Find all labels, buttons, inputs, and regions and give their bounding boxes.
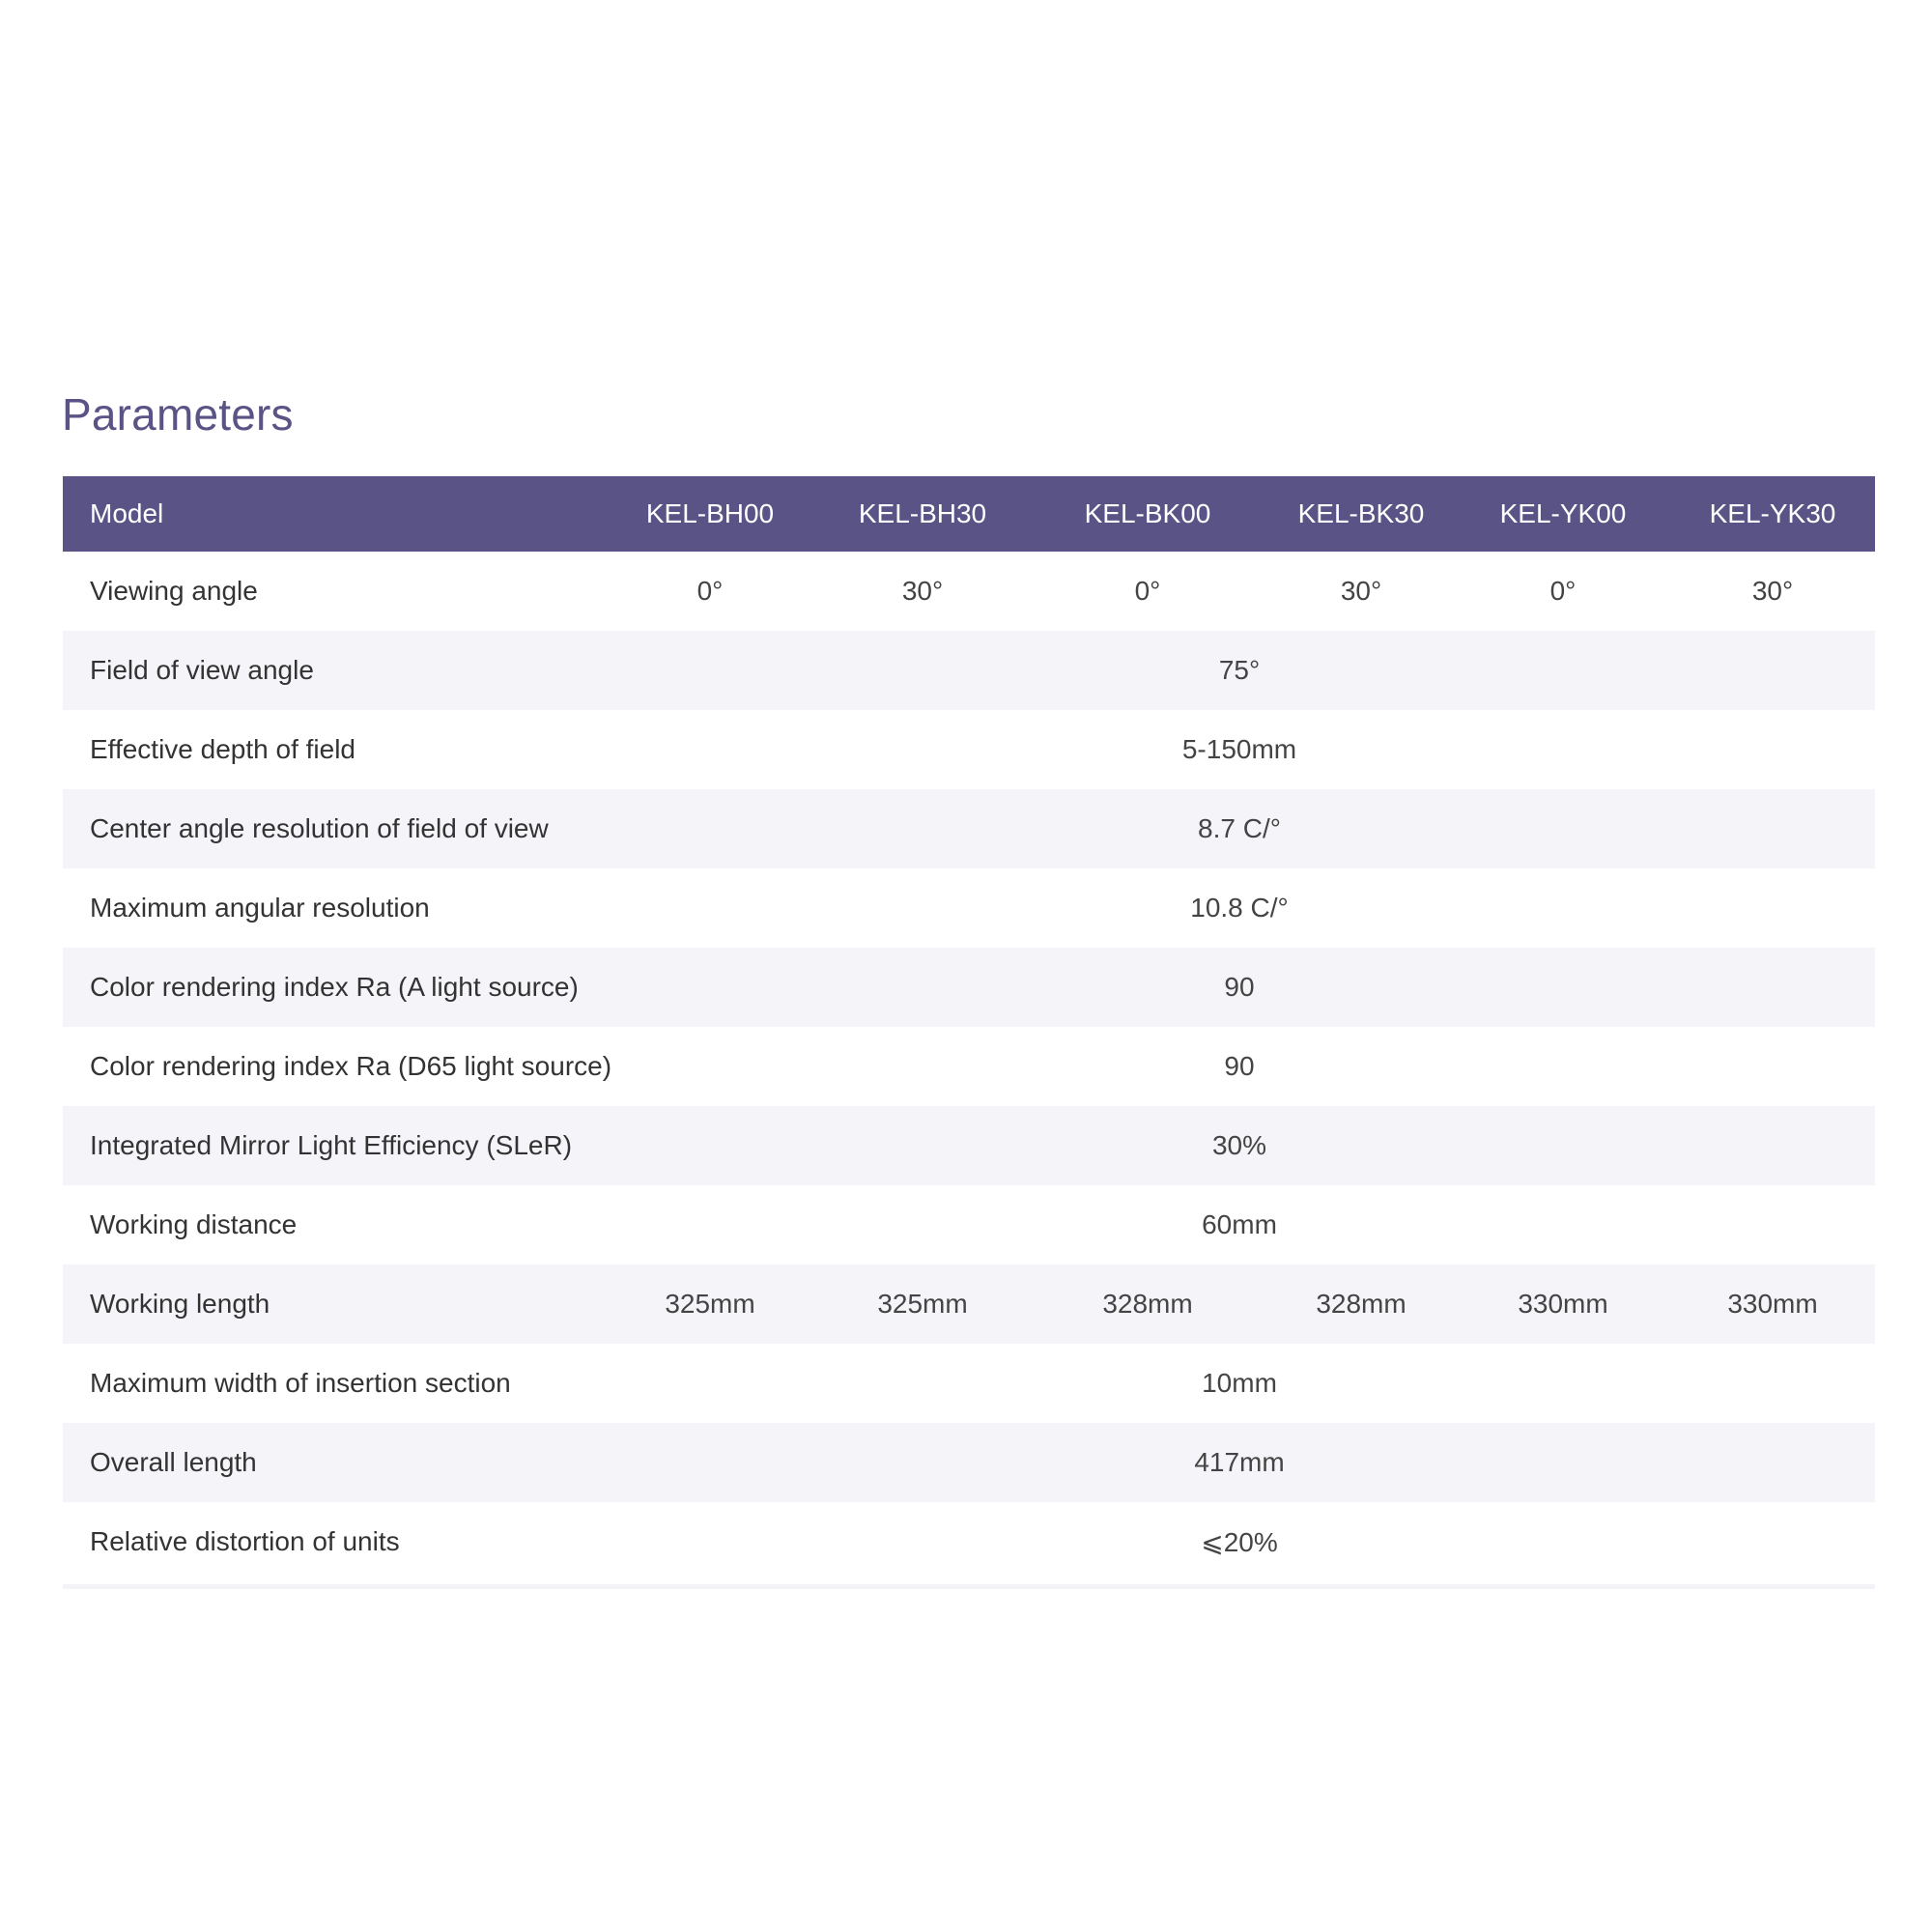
param-shared-value: 30%	[1211, 1130, 1267, 1160]
table-row-viewing-angle	[63, 552, 1875, 631]
table-row-working-distance	[63, 1185, 1875, 1264]
header-model-kel-bh30: KEL-BH30	[858, 498, 987, 528]
param-value: 0°	[1134, 576, 1161, 606]
param-value: 0°	[1549, 576, 1577, 606]
header-model-kel-yk30: KEL-YK30	[1709, 498, 1836, 528]
header-model-kel-bk00: KEL-BK00	[1084, 498, 1211, 528]
param-name: Overall length	[90, 1447, 257, 1477]
param-value: 0°	[696, 576, 724, 606]
param-shared-value: 8.7 C/°	[1198, 813, 1281, 843]
param-shared-value: 75°	[1218, 655, 1261, 685]
param-value: 325mm	[665, 1289, 755, 1319]
param-value: 330mm	[1518, 1289, 1608, 1319]
param-name: Working distance	[90, 1209, 298, 1239]
header-model-label: Model	[90, 498, 164, 528]
param-shared-value: ⩽20%	[1201, 1526, 1278, 1557]
table-row-center-angle-resolution	[63, 789, 1875, 868]
param-name: Viewing angle	[90, 576, 258, 606]
table-row-field-of-view-angle	[63, 631, 1875, 710]
header-model-kel-bh00: KEL-BH00	[645, 498, 775, 528]
param-name: Field of view angle	[90, 655, 314, 685]
param-name: Maximum width of insertion section	[90, 1368, 511, 1398]
header-model-kel-yk00: KEL-YK00	[1499, 498, 1627, 528]
param-value: 328mm	[1316, 1289, 1406, 1319]
param-value: 30°	[901, 576, 944, 606]
param-shared-value: 90	[1224, 1051, 1255, 1081]
param-value: 30°	[1751, 576, 1794, 606]
table-row-maximum-angular-resolution	[63, 868, 1875, 948]
param-name: Effective depth of field	[90, 734, 355, 764]
table-row-overall-length	[63, 1423, 1875, 1502]
param-name: Color rendering index Ra (A light source)	[90, 972, 579, 1002]
param-shared-value: 417mm	[1194, 1447, 1285, 1477]
param-name: Maximum angular resolution	[90, 893, 430, 923]
param-shared-value: 90	[1224, 972, 1255, 1002]
header-model-kel-bk30: KEL-BK30	[1297, 498, 1425, 528]
table-row-working-length	[63, 1264, 1875, 1344]
page-title: Parameters	[62, 389, 294, 440]
param-value: 325mm	[877, 1289, 968, 1319]
param-name: Relative distortion of units	[90, 1526, 400, 1556]
param-shared-value: 60mm	[1202, 1209, 1277, 1239]
table-row-cri-d65-light-source	[63, 1027, 1875, 1106]
table-header-row	[63, 476, 1875, 552]
param-value: 30°	[1340, 576, 1382, 606]
param-value: 328mm	[1102, 1289, 1193, 1319]
table-row-cri-a-light-source	[63, 948, 1875, 1027]
param-shared-value: 10mm	[1202, 1368, 1277, 1398]
param-value: 330mm	[1727, 1289, 1818, 1319]
table-row-effective-depth-of-field	[63, 710, 1875, 789]
parameters-table	[63, 476, 1875, 1581]
param-shared-value: 10.8 C/°	[1190, 893, 1289, 923]
table-bottom-border	[63, 1584, 1875, 1589]
param-name: Working length	[90, 1289, 270, 1319]
table-row-max-insertion-width	[63, 1344, 1875, 1423]
table-row-mirror-light-efficiency	[63, 1106, 1875, 1185]
param-shared-value: 5-150mm	[1181, 734, 1297, 764]
param-name: Integrated Mirror Light Efficiency (SLeR)	[90, 1130, 573, 1160]
table-row-relative-distortion	[63, 1502, 1875, 1581]
param-name: Color rendering index Ra (D65 light source)	[90, 1051, 612, 1081]
param-name: Center angle resolution of field of view	[90, 813, 549, 843]
